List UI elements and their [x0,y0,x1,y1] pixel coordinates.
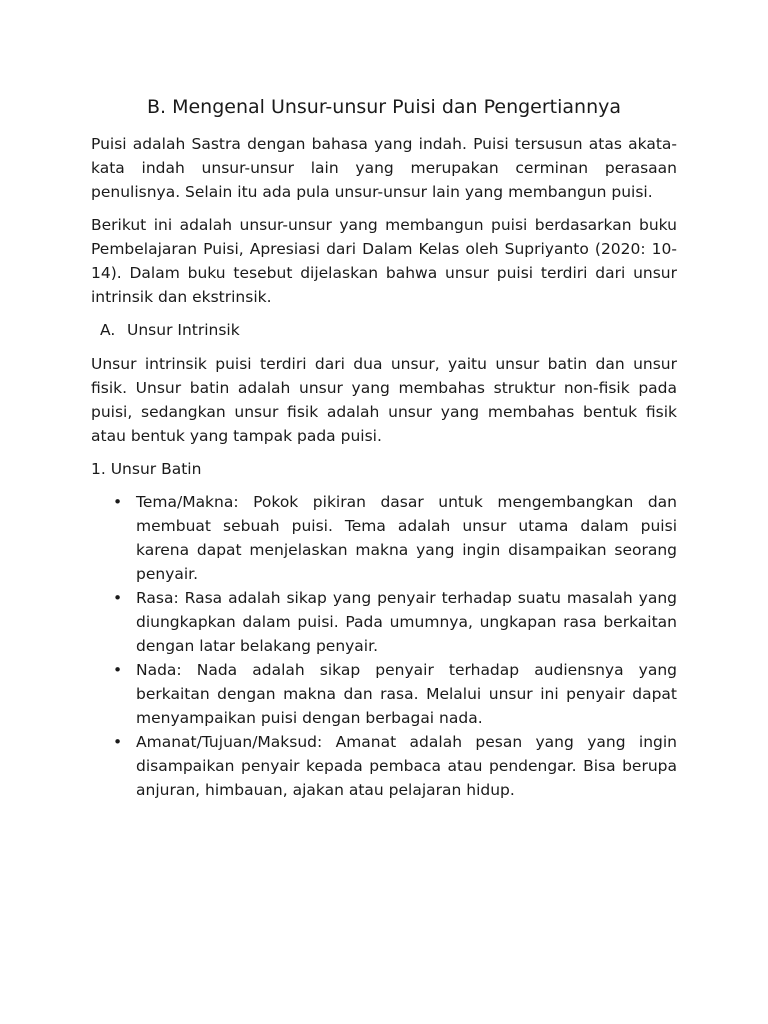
list-item [91,730,677,802]
unsur-intrinsik-paragraph: Unsur intrinsik puisi terdiri dari dua unsur, yaitu unsur batin dan unsur fisik. Unsur batin adalah unsur yang membahas struktur non-fisik pada puisi, sedangkan unsur fisik adalah unsur yang membahas bentuk fisik atau bentuk yang tampak pada puisi. [91,355,677,445]
list-item-text: Tema/Makna: Pokok pikiran dasar untuk mengembangkan dan membuat sebuah puisi. Tema adalah unsur utama dalam puisi karena dapat menjelaskan makna yang ingin disampaikan seorang penyair. [136,493,677,583]
bullet-icon: • [113,589,123,607]
section-heading-unsur-intrinsik [91,318,677,342]
intro-paragraph: Puisi adalah Sastra dengan bahasa yang indah. Puisi tersusun atas akata-kata indah unsur-unsur lain yang merupakan cerminan perasaan penulisnya. Selain itu ada pula unsur-unsur lain yang membangun puisi. [91,135,677,201]
list-item [91,490,677,586]
list-item-text: Rasa: Rasa adalah sikap yang penyair terhadap suatu masalah yang diungkapkan dalam puisi. Pada umumnya, ungkapan rasa berkaitan dengan latar belakang penyair. [136,589,677,655]
unsur-batin-list [91,490,677,802]
bullet-icon: • [113,733,123,751]
list-item-text: Amanat/Tujuan/Maksud: Amanat adalah pesan yang yang ingin disampaikan penyair kepada pembaca atau pendengar. Bisa berupa anjuran, himbauan, ajakan atau pelajaran hidup. [136,733,677,799]
section-label: Unsur Intrinsik [127,321,240,339]
list-item-text: Nada: Nada adalah sikap penyair terhadap audiensnya yang berkaitan dengan makna dan rasa. Melalui unsur ini penyair dapat menyampaikan puisi dengan berbagai nada. [136,661,677,727]
document-title: B. Mengenal Unsur-unsur Puisi dan Pengertiannya [146,96,622,118]
source-paragraph: Berikut ini adalah unsur-unsur yang membangun puisi berdasarkan buku Pembelajaran Puisi, Apresiasi dari Dalam Kelas oleh Supriyanto (2020: 10-14). Dalam buku tesebut dijelaskan bahwa unsur puisi terdiri dari unsur intrinsik dan ekstrinsik. [91,216,677,306]
section-marker: A. [100,321,116,339]
bullet-icon: • [113,661,123,679]
subsection-heading-unsur-batin: 1. Unsur Batin [91,460,202,478]
document-page [91,92,677,802]
list-item [91,658,677,730]
list-item [91,586,677,658]
bullet-icon: • [113,493,123,511]
